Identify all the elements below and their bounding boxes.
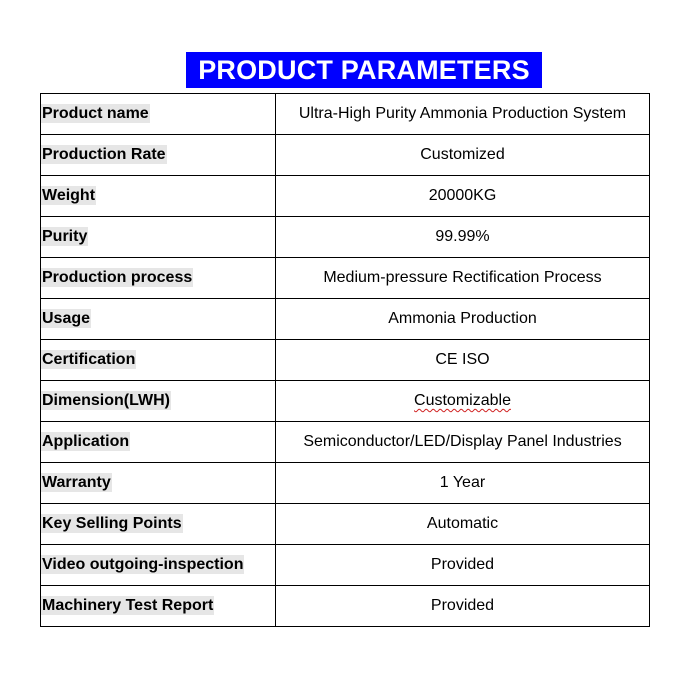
parameter-value: Semiconductor/LED/Display Panel Industries — [303, 433, 622, 450]
parameter-value-cell — [276, 94, 650, 135]
table-row — [41, 176, 650, 217]
table-row — [41, 504, 650, 545]
parameter-value-cell — [276, 381, 650, 422]
parameter-value: Automatic — [426, 515, 499, 532]
parameter-label: Weight — [42, 187, 96, 204]
table-row — [41, 135, 650, 176]
parameter-value-cell — [276, 299, 650, 340]
parameter-label-cell — [41, 422, 276, 463]
parameter-value-cell — [276, 586, 650, 627]
table-row — [41, 422, 650, 463]
parameter-value: Medium-pressure Rectification Process — [323, 269, 602, 286]
parameter-label: Product name — [42, 105, 149, 122]
parameter-value-cell — [276, 545, 650, 586]
parameter-label: Application — [42, 433, 130, 450]
table-row — [41, 258, 650, 299]
parameter-value: CE ISO — [435, 351, 490, 368]
table-row — [41, 340, 650, 381]
parameter-value: Customized — [420, 146, 505, 163]
parameter-label: Dimension(LWH) — [42, 392, 170, 409]
parameter-label-cell — [41, 176, 276, 217]
parameter-value-cell — [276, 422, 650, 463]
parameter-value-cell — [276, 340, 650, 381]
table-row — [41, 94, 650, 135]
parameter-value: 20000KG — [428, 187, 497, 204]
table-row — [41, 463, 650, 504]
parameter-value: Provided — [430, 556, 495, 573]
table-row — [41, 217, 650, 258]
parameter-label: Usage — [42, 310, 91, 327]
parameter-label: Certification — [42, 351, 136, 368]
parameter-value-cell — [276, 504, 650, 545]
table-row — [41, 381, 650, 422]
parameter-label-cell — [41, 381, 276, 422]
parameter-label-cell — [41, 504, 276, 545]
parameter-label: Production process — [42, 269, 193, 286]
parameter-value: Ammonia Production — [388, 310, 537, 327]
parameter-label-cell — [41, 94, 276, 135]
parameter-value-cell — [276, 463, 650, 504]
table-row — [41, 545, 650, 586]
product-parameters-table — [40, 93, 650, 627]
parameter-value-cell — [276, 217, 650, 258]
parameter-value-cell — [276, 176, 650, 217]
table-row — [41, 586, 650, 627]
parameter-value: Provided — [430, 597, 495, 614]
parameter-label: Warranty — [42, 474, 111, 491]
parameter-value-cell — [276, 135, 650, 176]
parameter-value: 1 Year — [439, 474, 486, 491]
parameter-label: Machinery Test Report — [42, 597, 214, 614]
parameter-label-cell — [41, 545, 276, 586]
parameter-label-cell — [41, 299, 276, 340]
parameter-value: Customizable — [414, 392, 511, 409]
parameter-label: Production Rate — [42, 146, 166, 163]
page-title: PRODUCT PARAMETERS — [186, 52, 542, 88]
parameter-label-cell — [41, 217, 276, 258]
parameter-value: Ultra-High Purity Ammonia Production System — [298, 105, 627, 122]
table-row — [41, 299, 650, 340]
parameter-label-cell — [41, 135, 276, 176]
parameter-label: Key Selling Points — [42, 515, 182, 532]
parameter-label-cell — [41, 340, 276, 381]
parameter-label-cell — [41, 258, 276, 299]
parameter-label-cell — [41, 586, 276, 627]
parameter-label: Video outgoing-inspection — [42, 556, 244, 573]
parameter-value-cell — [276, 258, 650, 299]
parameter-label-cell — [41, 463, 276, 504]
parameter-value: 99.99% — [435, 228, 490, 245]
parameter-label: Purity — [42, 228, 88, 245]
